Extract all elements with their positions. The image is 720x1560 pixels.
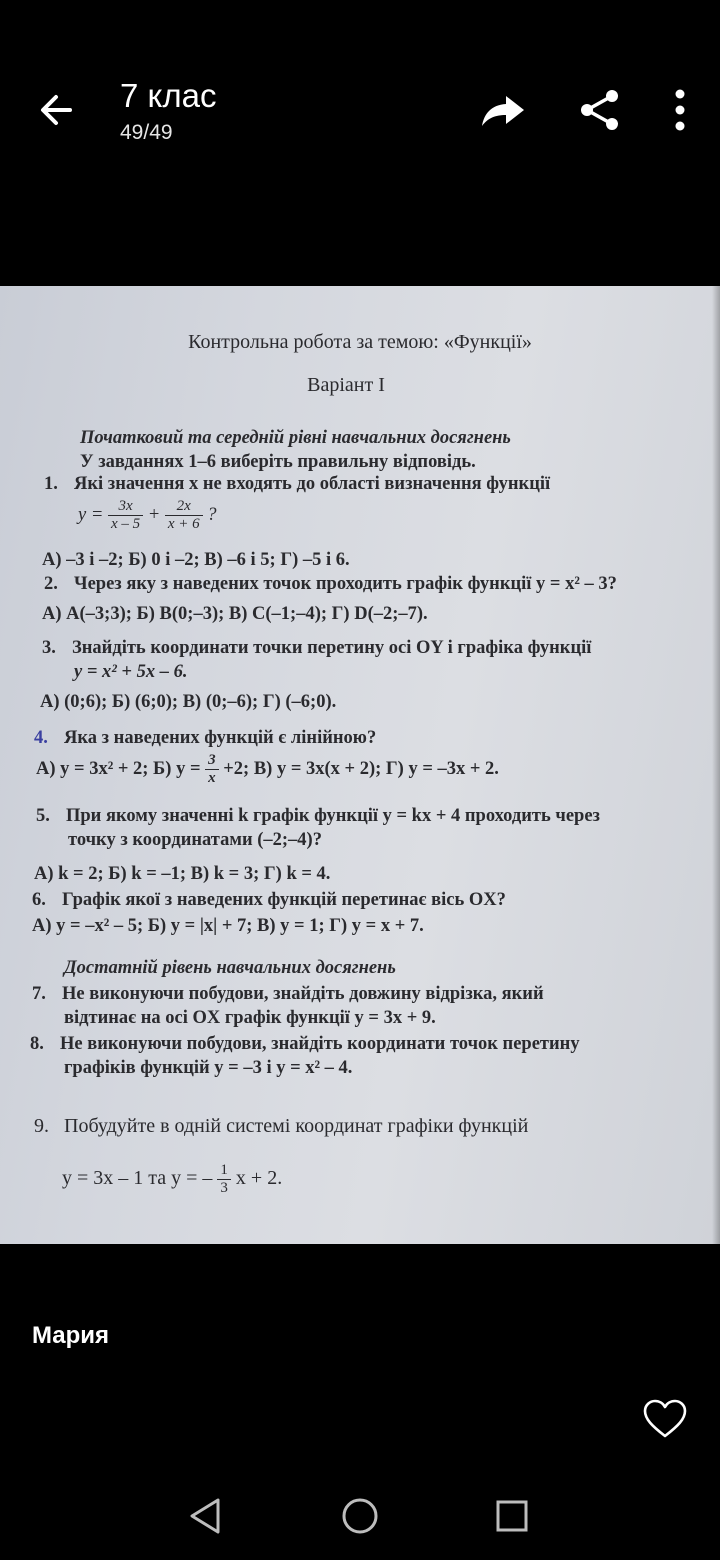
share-icon[interactable] (574, 84, 626, 136)
answer-part: +2; В) y = 3x(x + 2); Г) y = –3x + 2. (223, 758, 499, 779)
forward-icon[interactable] (478, 84, 530, 136)
question-text: Графік якої з наведених функцій перетинає вісь OX? (62, 890, 506, 910)
question-number: 6. (32, 890, 46, 910)
section-basic-title: Початковий та середній рівні навчальних досягнень (80, 428, 511, 448)
question-3-formula: y = x² + 5x – 6. (74, 662, 188, 682)
question-text: Побудуйте в одній системі координат графіки функцій (64, 1115, 529, 1137)
question-text: Не виконуючи побудови, знайдіть координати точок перетину (60, 1034, 580, 1054)
numerator: 1 (217, 1162, 231, 1180)
question-number: 2. (44, 574, 58, 594)
question-2 (44, 572, 617, 596)
question-1-formula (78, 498, 217, 546)
numerator: 2x (165, 498, 203, 516)
question-number: 4. (34, 728, 48, 748)
question-3 (42, 636, 591, 660)
heart-outline-icon[interactable] (642, 1398, 688, 1440)
answers-3: А) (0;6); Б) (6;0); В) (0;–6); Г) (–6;0). (40, 692, 337, 712)
question-text: Знайдіть координати точки перетину осі OY і графіка функції (72, 638, 592, 658)
question-9-formula (62, 1162, 282, 1212)
fraction (108, 498, 143, 533)
question-4 (34, 726, 376, 750)
top-app-bar (0, 0, 720, 230)
worksheet (0, 286, 720, 1244)
formula-part: y = (78, 504, 104, 525)
denominator: x + 6 (167, 516, 200, 532)
question-number: 7. (32, 984, 46, 1004)
fraction (165, 498, 203, 533)
question-8-line2: графіків функцій y = –3 і y = x² – 4. (64, 1058, 353, 1078)
nav-home-icon[interactable] (338, 1494, 382, 1538)
attached-photo[interactable] (0, 286, 720, 1244)
answers-2: А) A(–3;3); Б) B(0;–3); В) C(–1;–4); Г) D(–2;–7). (42, 604, 428, 624)
question-number: 5. (36, 806, 50, 826)
question-7-line2: відтинає на осі OX графік функції y = 3x + 9. (64, 1008, 436, 1028)
numerator: 3 (205, 752, 219, 770)
question-number: 3. (42, 638, 56, 658)
question-8 (30, 1032, 580, 1056)
formula-part: x + 2. (235, 1167, 283, 1190)
question-text: Які значення x не входять до області визначення функції (74, 474, 551, 494)
question-7 (32, 982, 544, 1006)
question-5-line2: точку з координатами (–2;–4)? (68, 830, 322, 850)
answers-6: А) y = –x² – 5; Б) y = |x| + 7; В) y = 1; Г) y = x + 7. (32, 916, 424, 936)
worksheet-heading: Контрольна робота за темою: «Функції» (188, 331, 532, 353)
question-number: 8. (30, 1034, 44, 1054)
question-text: Через яку з наведених точок проходить графік функції y = x² – 3? (74, 574, 617, 594)
more-vert-icon[interactable] (654, 84, 706, 136)
fraction (205, 752, 219, 787)
formula-part: + (147, 504, 161, 525)
question-6 (32, 888, 506, 912)
question-text: Яка з наведених функцій є лінійною? (64, 728, 377, 748)
nav-back-icon[interactable] (184, 1494, 228, 1538)
page-title: 7 клас (120, 77, 217, 114)
answer-part: А) y = 3x² + 2; Б) y = (36, 758, 201, 779)
question-text: Не виконуючи побудови, знайдіть довжину відрізка, який (62, 984, 544, 1004)
question-text: При якому значенні k графік функції y = kx + 4 проходить через (66, 806, 600, 826)
section-sufficient-title: Достатній рівень навчальних досягнень (64, 958, 396, 978)
formula-part: y = 3x – 1 та y = – (62, 1167, 213, 1190)
fraction (217, 1162, 231, 1197)
denominator: 3 (220, 1180, 228, 1196)
author-name: Мария (32, 1322, 110, 1349)
question-1 (44, 472, 550, 496)
question-number: 1. (44, 474, 58, 494)
question-5 (36, 804, 600, 828)
nav-recents-icon[interactable] (490, 1494, 534, 1538)
formula-part: ? (207, 504, 217, 525)
denominator: x (208, 770, 216, 786)
worksheet-variant: Варіант І (307, 374, 385, 396)
system-nav-bar (0, 1470, 720, 1560)
numerator: 3x (108, 498, 143, 516)
answers-4 (36, 752, 499, 800)
title-group (120, 76, 216, 148)
answers-1: А) –3 і –2; Б) 0 і –2; В) –6 і 5; Г) –5 і 6. (42, 550, 350, 570)
arrow-left-icon[interactable] (30, 84, 82, 136)
denominator: x – 5 (110, 516, 141, 532)
answers-5: А) k = 2; Б) k = –1; В) k = 3; Г) k = 4. (34, 864, 331, 884)
question-9 (34, 1114, 528, 1138)
page-counter: 49/49 (120, 121, 173, 144)
question-number: 9. (34, 1115, 49, 1137)
instruction: У завданнях 1–6 виберіть правильну відповідь. (80, 452, 476, 472)
